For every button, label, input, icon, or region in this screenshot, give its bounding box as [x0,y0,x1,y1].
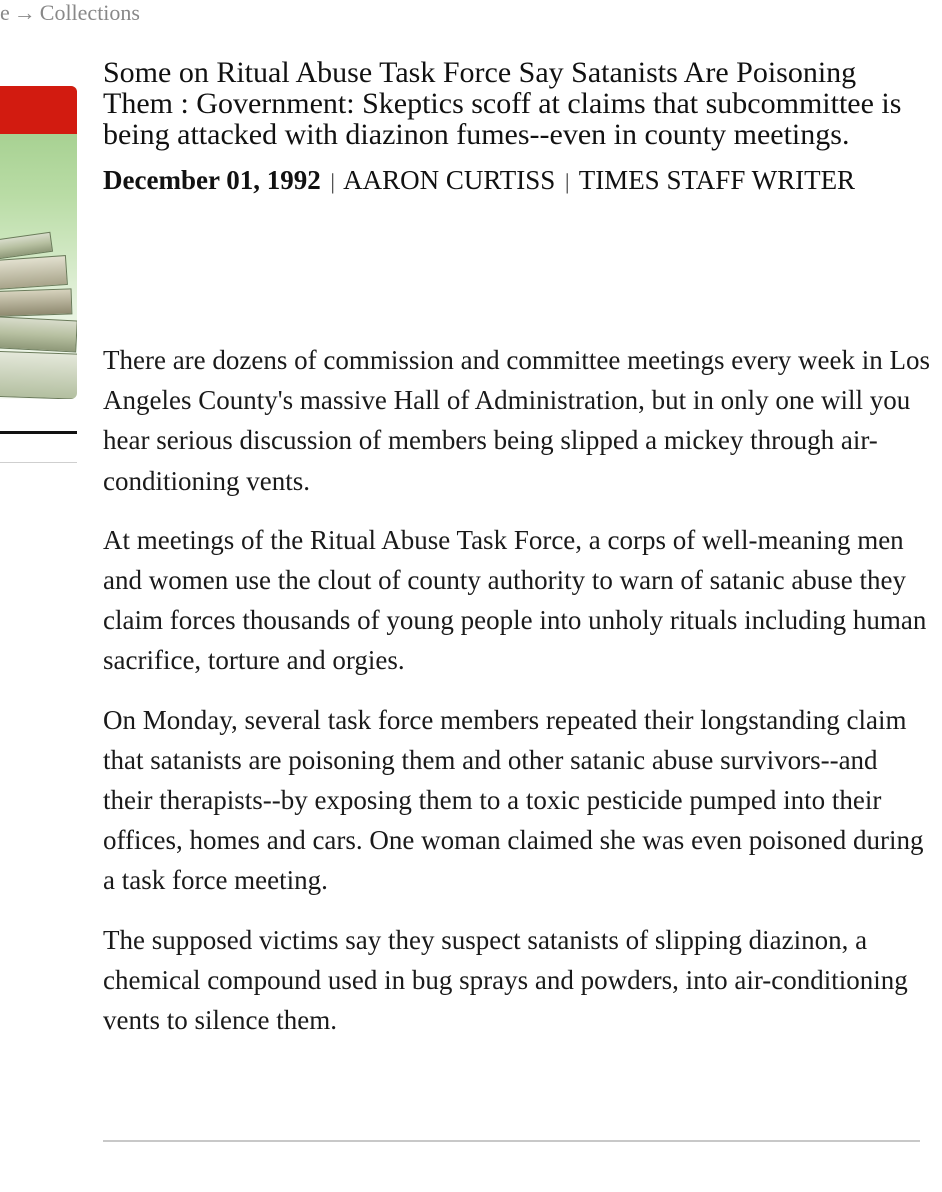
article-author-role: TIMES STAFF WRITER [578,165,856,195]
breadcrumb-collections-link[interactable]: Collections [39,0,140,25]
sidebar-divider-light [0,462,77,463]
promo-image[interactable] [0,86,77,399]
promo-red-bar [0,86,77,134]
breadcrumb [0,0,140,26]
article-bottom-divider [103,1140,920,1142]
article-paragraph: On Monday, several task force members repeated their longstanding claim that satanists are poisoning them and other satanic abuse survivors--and their therapists--by exposing them to a toxic pesticide pumped into their offices, homes and cars. One woman claimed she was even poisoned during a task force meeting. [103,704,924,896]
article-header [103,57,933,202]
byline-separator: | [330,169,335,194]
article-paragraph: There are dozens of commission and committee meetings every week in Los Angeles County's massive Hall of Administration, but in only one will you hear serious discussion of members being slipped a mickey through air-conditioning vents. [103,345,930,496]
article-headline: Some on Ritual Abuse Task Force Say Satanists Are Poisoning Them : Government: Skeptics scoff at claims that subcommittee is being attacked with diazinon fumes--even in county meetings. [103,56,902,151]
money-stack-icon [0,315,77,352]
money-stack-icon [0,255,68,291]
breadcrumb-arrow-icon: → [13,0,36,25]
breadcrumb-previous-link[interactable]: e [0,0,10,25]
byline-separator: | [565,169,570,194]
article-date: December 01, 1992 [103,165,321,195]
article-paragraph: At meetings of the Ritual Abuse Task Force, a corps of well-meaning men and women use the clout of county authority to warn of satanic abuse they claim forces thousands of young people into unholy rituals including human sacrifice, torture and orgies. [103,524,927,676]
byline [103,160,933,202]
money-stack-icon [0,350,77,399]
sidebar-divider [0,431,77,434]
article-body [103,340,933,1059]
article-paragraph: The supposed victims say they suspect satanists of slipping diazinon, a chemical compound used in bug sprays and powders, into air-conditioning vents to silence them. [103,924,908,1036]
money-stack-icon [0,288,72,317]
article-author[interactable]: AARON CURTISS [343,165,556,195]
